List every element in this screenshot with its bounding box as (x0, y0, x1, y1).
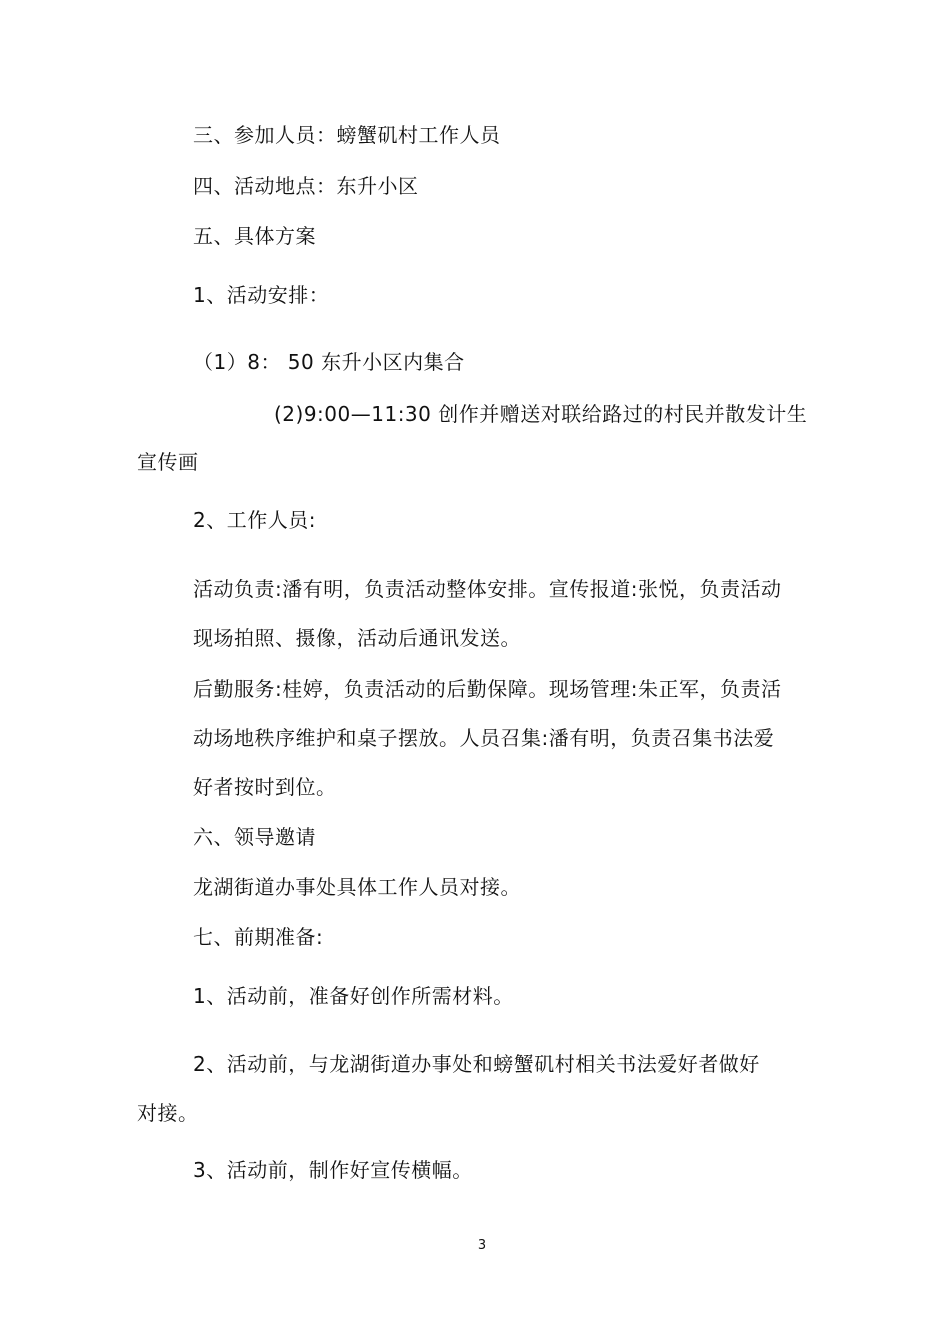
section-preparation: 七、前期准备: (193, 925, 324, 949)
section-participants: 三、参加人员：螃蟹矶村工作人员 (193, 123, 501, 147)
schedule-item-2-continued: 宣传画 (137, 450, 199, 474)
section-location: 四、活动地点：东升小区 (193, 174, 419, 198)
staff-paragraph-1-line-2: 现场拍照、摄像，活动后通讯发送。 (193, 626, 521, 650)
staff-paragraph-2-line-3: 好者按时到位。 (193, 775, 337, 799)
section-leadership-invitation: 六、领导邀请 (193, 825, 316, 849)
subsection-schedule: 1、活动安排： (193, 283, 330, 307)
preparation-item-3: 3、活动前，制作好宣传横幅。 (193, 1158, 473, 1182)
schedule-item-1: （1）8： 50 东升小区内集合 (193, 350, 465, 374)
staff-paragraph-2-line-2: 动场地秩序维护和桌子摆放。人员召集:潘有明，负责召集书法爱 (193, 726, 775, 750)
leadership-invitation-text: 龙湖街道办事处具体工作人员对接。 (193, 875, 521, 899)
preparation-item-2-continued: 对接。 (137, 1101, 199, 1125)
schedule-item-2: (2)9:00—11:30 创作并赠送对联给路过的村民并散发计生 (274, 402, 808, 426)
page-number: 3 (477, 1238, 487, 1253)
preparation-item-2: 2、活动前，与龙湖街道办事处和螃蟹矶村相关书法爱好者做好 (193, 1052, 760, 1076)
staff-paragraph-1-line-1: 活动负责:潘有明，负责活动整体安排。宣传报道:张悦，负责活动 (193, 577, 782, 601)
subsection-staff: 2、工作人员: (193, 508, 316, 532)
preparation-item-1: 1、活动前，准备好创作所需材料。 (193, 984, 514, 1008)
staff-paragraph-2-line-1: 后勤服务:桂婷，负责活动的后勤保障。现场管理:朱正军，负责活 (193, 677, 782, 701)
section-plan-heading: 五、具体方案 (193, 224, 316, 248)
